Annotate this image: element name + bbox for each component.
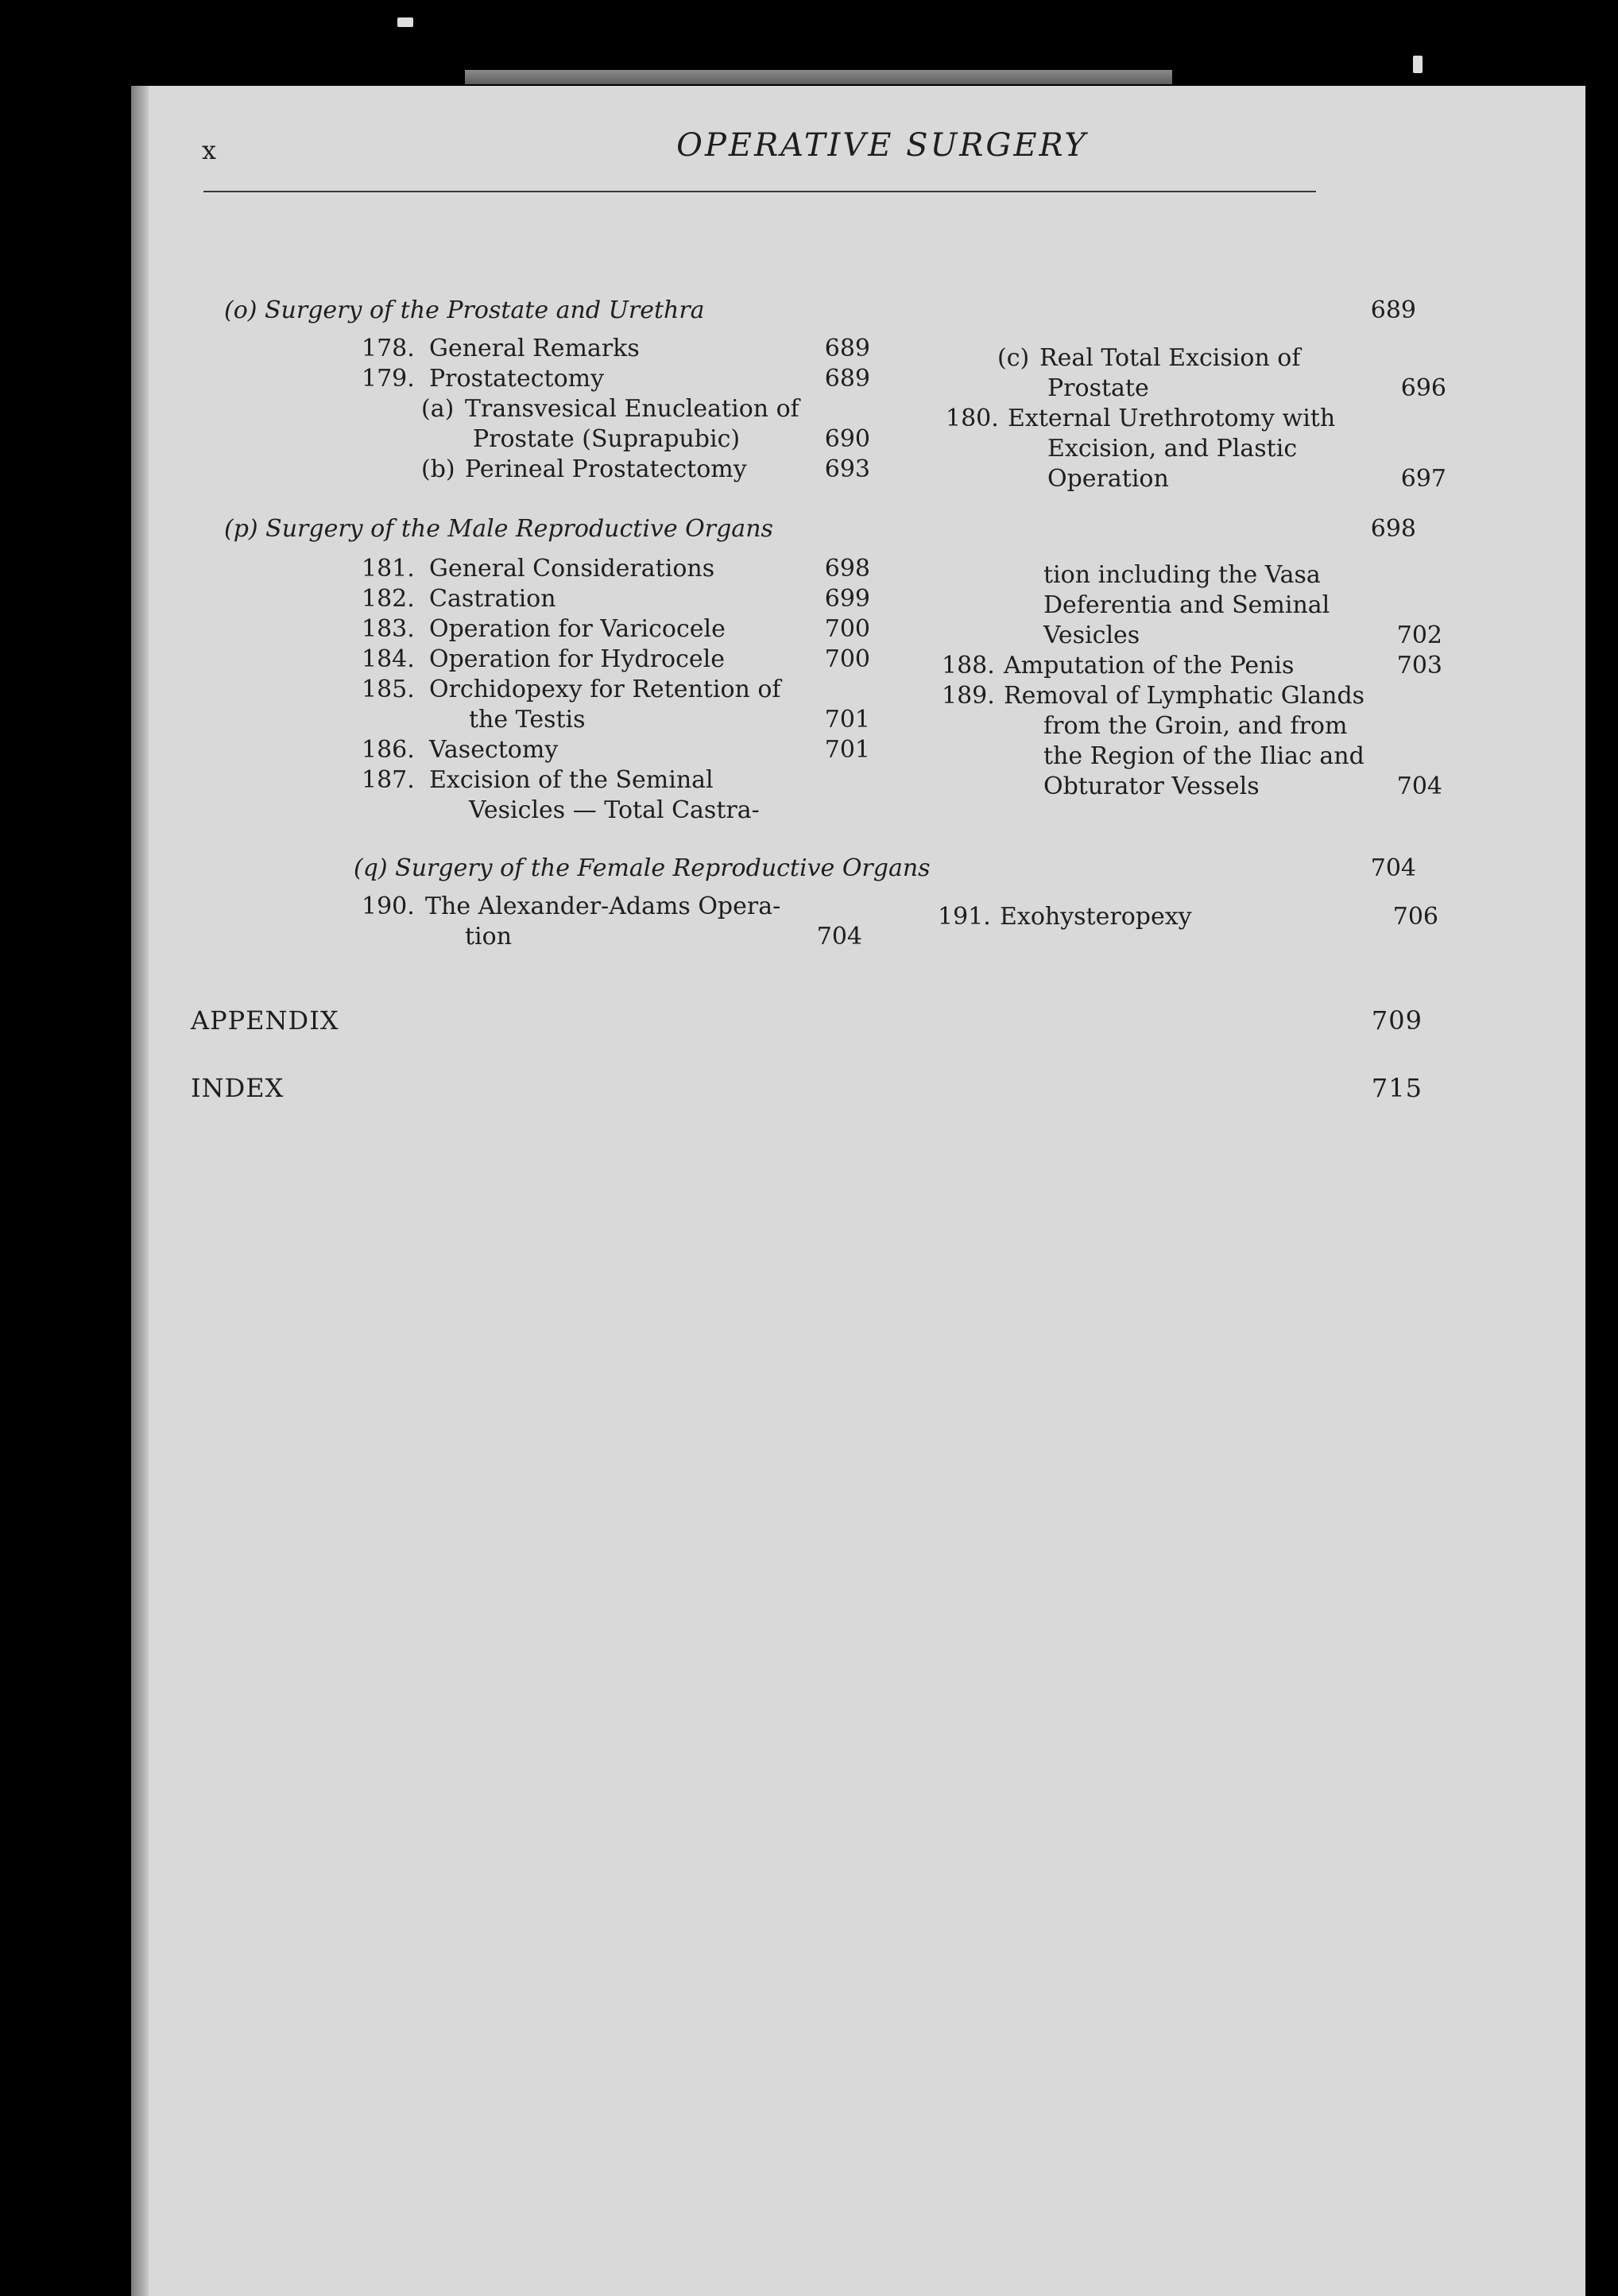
toc-column-right	[942, 560, 1442, 802]
entry-text: Operation	[1047, 465, 1169, 493]
toc-entry	[942, 651, 1442, 681]
toc-entry	[942, 681, 1442, 711]
entry-text: The Alexander-Adams Opera-	[425, 892, 781, 920]
entry-page: 697	[1400, 465, 1446, 493]
toc-entry-appendix	[191, 1005, 1423, 1036]
entry-label: INDEX	[191, 1073, 285, 1103]
entry-text: External Urethrotomy with	[1008, 405, 1336, 432]
entry-text: Exohysteropexy	[1000, 903, 1192, 931]
toc-entry	[362, 424, 870, 455]
entry-page: 696	[1400, 374, 1446, 402]
entry-text: Real Total Excision of	[1039, 344, 1301, 372]
entry-number: 183.	[362, 615, 415, 643]
entry-number: 182.	[362, 585, 415, 613]
toc-entry	[946, 434, 1446, 464]
toc-entry	[362, 675, 870, 705]
toc-entry	[942, 741, 1442, 772]
entry-number: 188.	[942, 652, 995, 680]
entry-number: (c)	[997, 344, 1030, 372]
entry-text: Deferentia and Seminal	[1043, 591, 1330, 619]
entry-page: 689	[824, 335, 870, 362]
entry-page: 701	[824, 706, 870, 734]
entry-text: Obturator Vessels	[1043, 772, 1260, 800]
entry-page: 699	[824, 585, 870, 613]
entry-page: 700	[824, 615, 870, 643]
entry-page: 706	[1392, 903, 1438, 931]
entry-number: (b)	[421, 455, 455, 483]
entry-page: 689	[824, 365, 870, 393]
entry-text: Operation for Hydrocele	[429, 645, 726, 673]
toc-entry	[362, 334, 870, 364]
entry-text: Prostate (Suprapubic)	[473, 425, 741, 453]
entry-text: General Considerations	[429, 555, 715, 583]
entry-text: Vasectomy	[429, 736, 559, 764]
toc-entry	[942, 560, 1442, 590]
entry-page: 698	[824, 555, 870, 583]
entry-number: 190.	[362, 892, 415, 920]
toc-entry	[942, 621, 1442, 651]
entry-number: 186.	[362, 736, 415, 764]
entry-page: 701	[824, 736, 870, 764]
entry-text: tion including the Vasa	[1043, 561, 1321, 589]
toc-entry	[942, 772, 1442, 802]
toc-entry	[946, 343, 1446, 374]
running-head-title: OPERATIVE SURGERY	[676, 127, 1088, 164]
entry-page: 709	[1371, 1005, 1423, 1036]
entry-number: 181.	[362, 555, 415, 583]
entry-page: 703	[1396, 652, 1442, 680]
entry-page: 693	[824, 455, 870, 483]
toc-entry	[362, 922, 862, 952]
section-heading-p	[224, 515, 1416, 543]
toc-entry	[362, 765, 870, 796]
toc-entry	[362, 735, 870, 765]
entry-number: 180.	[946, 405, 999, 432]
toc-column-left	[362, 554, 870, 826]
toc-column-left	[362, 334, 870, 485]
entry-page: 690	[824, 425, 870, 453]
entry-text: tion	[465, 923, 513, 951]
toc-entry	[362, 705, 870, 735]
section-page: 689	[1370, 296, 1416, 324]
section-page: 698	[1370, 515, 1416, 543]
entry-page: 704	[1396, 772, 1442, 800]
entry-number: 178.	[362, 335, 415, 362]
entry-page: 702	[1396, 621, 1442, 649]
section-caption: (q) Surgery of the Female Reproductive Organs	[354, 854, 931, 882]
entry-text: Orchidopexy for Retention of	[429, 676, 781, 703]
toc-entry	[362, 455, 870, 485]
toc-entry	[362, 796, 870, 826]
section-heading-q	[354, 854, 1416, 882]
section-caption: (o) Surgery of the Prostate and Urethra	[224, 296, 705, 324]
toc-entry	[362, 614, 870, 645]
toc-entry	[362, 584, 870, 614]
entry-text: General Remarks	[429, 335, 640, 362]
entry-number: 189.	[942, 682, 995, 710]
toc-entry	[938, 902, 1438, 932]
toc-entry	[362, 554, 870, 584]
toc-entry	[362, 394, 870, 424]
entry-number: (a)	[421, 395, 455, 423]
toc-entry	[942, 711, 1442, 741]
entry-text: the Testis	[469, 706, 586, 734]
toc-column-right	[938, 902, 1438, 932]
section-heading-o	[224, 296, 1416, 324]
section-page: 704	[1370, 854, 1416, 882]
entry-text: Transvesical Enucleation of	[465, 395, 799, 423]
toc-entry	[362, 364, 870, 394]
toc-entry	[362, 892, 862, 922]
entry-text: from the Groin, and from	[1043, 712, 1348, 740]
entry-text: Excision, and Plastic	[1047, 435, 1298, 463]
entry-number: 179.	[362, 365, 415, 393]
entry-number: 187.	[362, 766, 415, 794]
scan-top-edge	[465, 70, 1172, 84]
scan-speck	[397, 17, 413, 27]
toc-entry	[362, 645, 870, 675]
entry-text: the Region of the Iliac and	[1043, 742, 1364, 770]
entry-label: APPENDIX	[191, 1005, 339, 1036]
scan-speck	[1413, 56, 1423, 73]
toc-column-right	[946, 343, 1446, 494]
entry-text: Vesicles — Total Castra-	[469, 796, 760, 824]
entry-text: Castration	[429, 585, 556, 613]
toc-entry	[946, 374, 1446, 404]
entry-number: 184.	[362, 645, 415, 673]
toc-entry	[942, 590, 1442, 621]
toc-column-left	[362, 892, 862, 952]
page-number-roman: x	[202, 135, 217, 165]
entry-text: Vesicles	[1043, 621, 1140, 649]
entry-text: Amputation of the Penis	[1004, 652, 1295, 680]
header-rule	[203, 191, 1316, 192]
entry-text: Operation for Varicocele	[429, 615, 726, 643]
toc-entry	[946, 404, 1446, 434]
entry-page: 704	[816, 923, 862, 951]
entry-number: 191.	[938, 903, 991, 931]
entry-page: 700	[824, 645, 870, 673]
entry-text: Excision of the Seminal	[429, 766, 714, 794]
entry-page: 715	[1371, 1073, 1423, 1103]
entry-text: Prostatectomy	[429, 365, 605, 393]
entry-text: Perineal Prostatectomy	[465, 455, 747, 483]
toc-entry-index	[191, 1073, 1423, 1103]
section-caption: (p) Surgery of the Male Reproductive Organs	[224, 515, 773, 543]
toc-entry	[946, 464, 1446, 494]
entry-number: 185.	[362, 676, 415, 703]
entry-text: Removal of Lymphatic Glands	[1004, 682, 1365, 710]
page-spine-shadow	[131, 86, 149, 2296]
entry-text: Prostate	[1047, 374, 1149, 402]
